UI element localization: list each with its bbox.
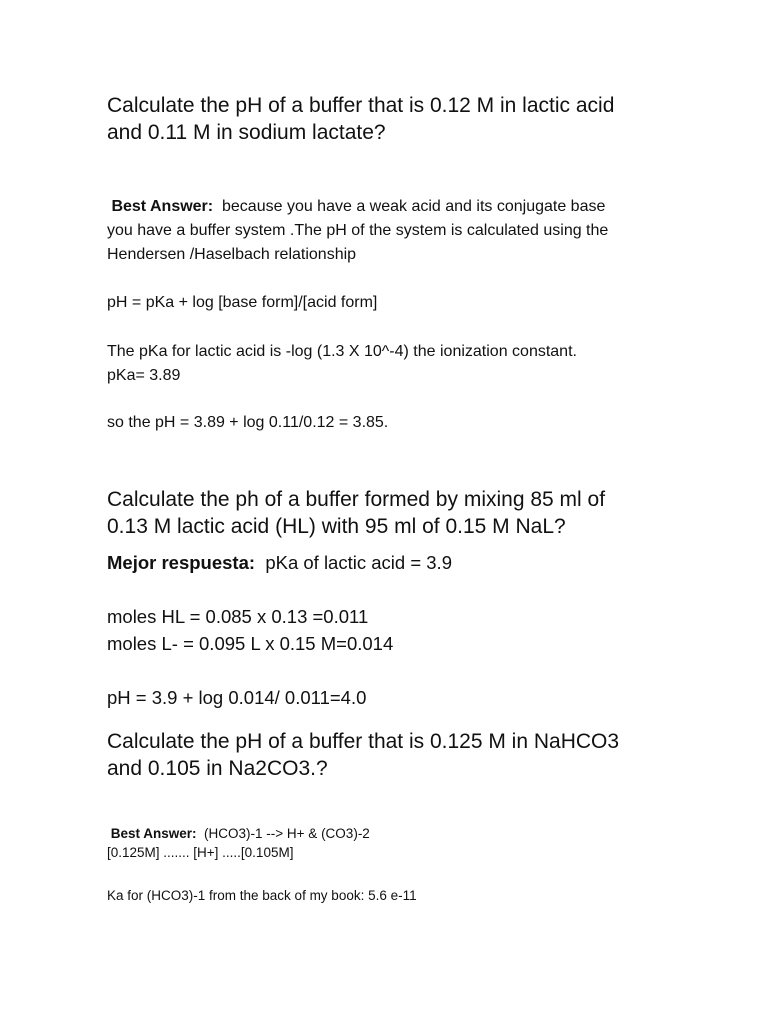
answer-3-concentrations: [0.125M] ....... [H+] .....[0.105M]: [107, 845, 294, 860]
question-1-line-2: and 0.11 M in sodium lactate?: [107, 121, 386, 144]
answer-1-line-2: you have a buffer system .The pH of the system is calculated using the: [107, 222, 609, 239]
question-3: [107, 728, 619, 782]
question-1-line-1: Calculate the pH of a buffer that is 0.12 M in lactic acid: [107, 94, 615, 117]
answer-3-label: Best Answer:: [110, 826, 197, 841]
question-2: [107, 486, 605, 540]
answer-1-pka-line-2: pKa= 3.89: [107, 367, 181, 384]
answer-3-line-1-text: (HCO3)-1 --> H+ & (CO3)-2: [196, 826, 370, 841]
answer-1-line-3: Hendersen /Haselbach relationship: [107, 246, 357, 263]
answer-1-pka: [107, 340, 577, 388]
answer-1-result: so the pH = 3.89 + log 0.11/0.12 = 3.85.: [107, 414, 389, 431]
answer-1-pka-line-1: The pKa for lactic acid is -log (1.3 X 10^-4) the ionization constant.: [107, 343, 577, 360]
answer-1-line-1: [107, 195, 608, 219]
answer-2-intro: [107, 549, 452, 576]
question-3-line-2: and 0.105 in Na2CO3.?: [107, 757, 328, 780]
answer-2-result: pH = 3.9 + log 0.014/ 0.011=4.0: [107, 687, 367, 708]
answer-1-line-1-text: because you have a weak acid and its conjugate base: [213, 198, 606, 215]
answer-1-label: Best Answer:: [111, 198, 214, 215]
answer-1: [107, 195, 608, 267]
question-2-line-2: 0.13 M lactic acid (HL) with 95 ml of 0.15 M NaL?: [107, 515, 566, 538]
answer-2-moles-l: moles L- = 0.095 L x 0.15 M=0.014: [107, 633, 394, 654]
answer-2-moles-hl: moles HL = 0.085 x 0.13 =0.011: [107, 606, 369, 627]
answer-3: [107, 824, 370, 862]
answer-2-intro-text: pKa of lactic acid = 3.9: [255, 552, 452, 573]
answer-3-ka: Ka for (HCO3)-1 from the back of my book: 5.6 e-11: [107, 888, 417, 903]
question-1: [107, 92, 614, 146]
answer-3-line-1: [107, 824, 370, 843]
answer-2-moles: [107, 603, 393, 657]
question-2-line-1: Calculate the ph of a buffer formed by mixing 85 ml of: [107, 488, 606, 511]
question-3-line-1: Calculate the pH of a buffer that is 0.125 M in NaHCO3: [107, 730, 620, 753]
answer-1-formula: pH = pKa + log [base form]/[acid form]: [107, 294, 378, 311]
answer-2-label: Mejor respuesta:: [107, 552, 256, 573]
